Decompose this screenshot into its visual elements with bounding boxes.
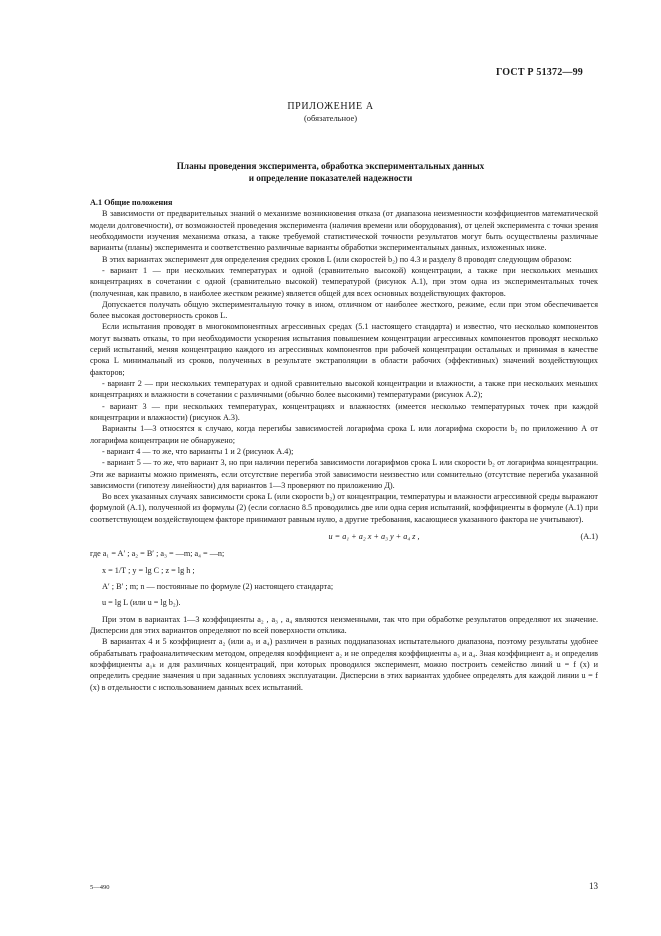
- appendix-title: ПРИЛОЖЕНИЕ А: [287, 101, 374, 112]
- paragraph: Во всех указанных случаях зависимости срока L (или скорости b₂) от концентрации, температуры и влажности агрессивной среды выражают формулой (А.1), полученной из формулы (2) (если согласно 8.5 проводились две или одна серия испытаний, коэффициенты в формуле (А.1) при соответствующем воздействующем факторе принимают равным нулю, а другие требования, касающиеся указанного фактора не учитывают).: [90, 492, 598, 524]
- formula-a1: [90, 531, 598, 542]
- standard-code: ГОСТ Р 51372—99: [495, 67, 583, 78]
- legend-line: u = lg L (или u = lg b₂).: [102, 598, 181, 608]
- paragraph: Варианты 1—3 относятся к случаю, когда перегибы зависимостей логарифма срока L или логарифма скорости b₂ по приложению А от логарифма концентрации не обнаружено;: [90, 424, 598, 445]
- legend-line: A′ ; B′ ; m; n — постоянные по формуле (2) настоящего стандарта;: [102, 582, 334, 591]
- paragraph: - вариант 5 — то же, что вариант 3, но при наличии перегиба зависимости логарифмов срока L или скорости b₂ от логарифма концентрации. Эти же варианты можно применять, если отсутствие перегиба этой зависимости неизвестно или сомнительно (отсутствие перегиба указанной зависимости (гипотезу линейности) для вариантов 1—3 проверяют по приложению Д).: [90, 458, 598, 490]
- paragraph: - вариант 1 — при нескольких температурах и одной (сравнительно высокой) концентрации, а также при нескольких меньших концентрациях в сочетании с одной (сравнительно высокой) температурой (рисунок А.1), при этом одна из экспериментальных точек (полученная, как правило, в наиболее жестком режиме) является общей для всех основных воздействующих факторов.: [90, 265, 598, 298]
- paragraph: - вариант 3 — при нескольких температурах, концентрациях и влажностях (имеется несколько температурных точек при каждой концентрации и влажности) (рисунок А.3).: [90, 401, 598, 422]
- formula-legend: [90, 548, 598, 608]
- paragraph: В зависимости от предварительных знаний о механизме возникновения отказа (от диапазона неизменности коэффициентов математической модели долговечности), от возможностей проведения эксперимента (наличия времени или оборудования), от целей эксперимента с точки зрения необходимости изучения механизма отказа, а также требуемой статистической точности результатов могут быть осуществлены различные варианты (планы) эксперимента и соответственно различные варианты обработки экспериментальных данных, изложенных ниже.: [90, 209, 598, 253]
- main-title-line-1: Планы проведения эксперимента, обработка экспериментальных данных: [176, 161, 485, 171]
- formula-expression: u = a₁ + a₂ x + a₃ y + a₄ z ,: [328, 532, 420, 542]
- formula-number: (А.1): [580, 532, 598, 542]
- paragraph: Если испытания проводят в многокомпонентных агрессивных средах (5.1 настоящего стандарта) и известно, что несколько компонентов могут вызвать отказы, то при необходимости ускорения испытания повышением концентрации агрессивных компонентов проводят несколько серий испытаний, меняя концентрацию каждого из агрессивных компонентов при рабочей концентрации остальных и принимая в качестве срока L минимальный из сроков, полученных в результате экстраполяции в области рабочих (эффективных) значений воздействующих факторов;: [90, 322, 598, 377]
- paragraph: - вариант 2 — при нескольких температурах и одной сравнительно высокой концентрации и влажности, а также при нескольких меньших концентрациях и влажности в сочетании с различными (обычно более высокими) температурами (рисунок А.2);: [90, 379, 598, 400]
- appendix-note: (обязательное): [303, 113, 358, 123]
- paragraph: - вариант 4 — то же, что варианты 1 и 2 (рисунок А.4);: [102, 446, 294, 456]
- main-title-line-2: и определение показателей надежности: [248, 173, 413, 184]
- main-title: [0, 160, 661, 185]
- paragraph: Допускается получать общую экспериментальную точку в ином, отличном от наиболее жесткого, режиме, если при этом обеспечивается более высокая достоверность сроков L.: [90, 299, 598, 321]
- legend-line: x = 1/T ; y = lg C ; z = lg h ;: [102, 565, 195, 575]
- footer-print-code: 5—490: [90, 884, 110, 891]
- page-number: 13: [589, 881, 598, 891]
- paragraph: В вариантах 4 и 5 коэффициент a₂ (или a₃ и a₄) различен в разных поддиапазонах испытательного диапазона, поэтому результаты удобнее обрабатывать графоаналитическим методом, определяя коэффициент a₂ и не определяя коэффициенты a₃ и a₄. Зная коэффициент a₂ и определив коэффициенты a₁ₖ и для различных концентраций, при которых проводился эксперимент, можно построить семейство линий u = f (x) и определить средние значения u при заданных условиях эксплуатации. Дисперсии в этих вариантах удобнее определять для каждой линии u = f (x) в отдельности с использованием данных всех испытаний.: [90, 637, 598, 692]
- section-title: А.1 Общие положения: [90, 198, 173, 207]
- document-body: [90, 197, 598, 693]
- paragraph: В этих вариантах эксперимент для определения средних сроков L (или скоростей b₂) по 4.3 и разделу 8 проводят следующим образом:: [102, 254, 572, 264]
- legend-line: где a₁ = A′ ; a₂ = B′ ; a₃ = —m; a₄ = —n;: [90, 549, 225, 559]
- paragraph: При этом в вариантах 1—3 коэффициенты a₂ , a₃ , a₄ являются неизменными, так что при обработке результатов определяют их значение. Дисперсии для этих вариантов определяют по всей поверхности отклика.: [90, 614, 598, 635]
